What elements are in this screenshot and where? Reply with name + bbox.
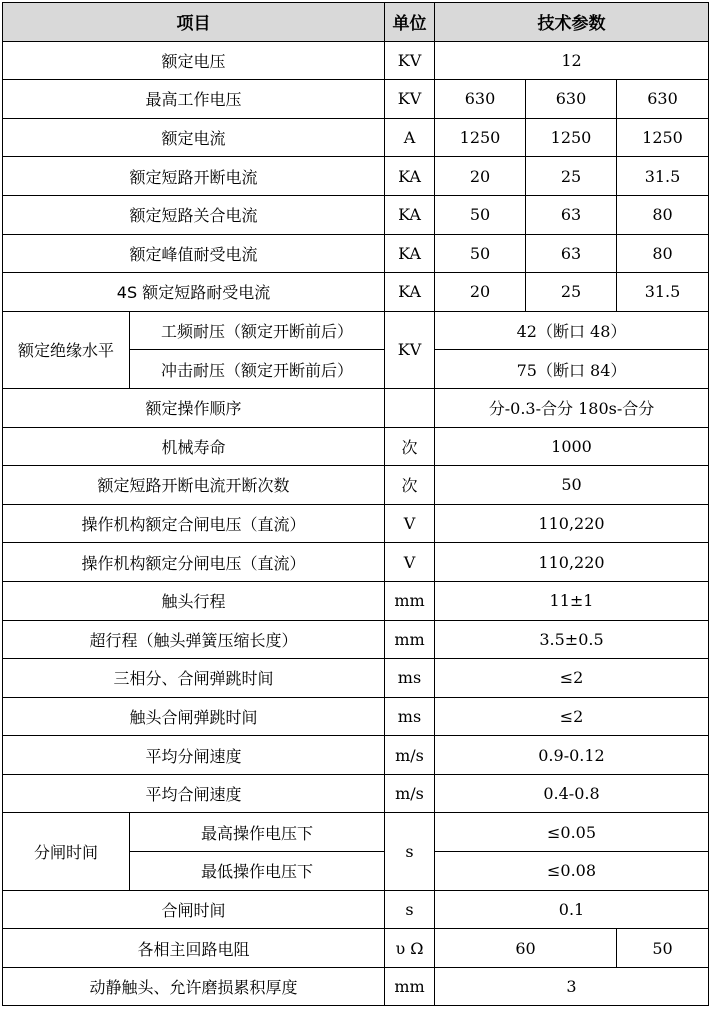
row-label: 工频耐压（额定开断前后） — [130, 311, 385, 350]
row-value: 11±1 — [435, 581, 709, 620]
row-unit: mm — [385, 620, 435, 659]
row-label: 平均分闸速度 — [3, 736, 385, 775]
row-unit: V — [385, 543, 435, 582]
header-row — [3, 3, 709, 42]
table-row — [3, 427, 709, 466]
table-row — [3, 157, 709, 196]
row-label: 最高操作电压下 — [130, 813, 385, 852]
row-value: 75（断口 84） — [435, 350, 709, 389]
row-value: 110,220 — [435, 504, 709, 543]
row-unit: s — [385, 890, 435, 929]
row-label: 额定峰值耐受电流 — [3, 234, 385, 273]
opening-group-label: 分闸时间 — [3, 813, 130, 890]
row-label: 机械寿命 — [3, 427, 385, 466]
row-unit: KV — [385, 80, 435, 119]
row-unit: s — [385, 813, 435, 890]
table-row — [3, 234, 709, 273]
table-row — [3, 581, 709, 620]
row-unit: ms — [385, 659, 435, 698]
row-value: 0.1 — [435, 890, 709, 929]
table-row — [3, 774, 709, 813]
row-unit: 次 — [385, 427, 435, 466]
row-unit: KA — [385, 273, 435, 312]
row-label: 操作机构额定分闸电压（直流） — [3, 543, 385, 582]
row-unit — [385, 388, 435, 427]
row-value: ≤0.05 — [435, 813, 709, 852]
table-row — [3, 195, 709, 234]
row-unit: KA — [385, 157, 435, 196]
row-unit: m/s — [385, 774, 435, 813]
table-row — [3, 504, 709, 543]
row-label: 触头行程 — [3, 581, 385, 620]
row-value: 50 — [435, 466, 709, 505]
row-label: 各相主回路电阻 — [3, 929, 385, 968]
row-unit: KV — [385, 41, 435, 80]
row-value: 1250 — [526, 118, 617, 157]
row-label: 动静触头、允许磨损累积厚度 — [3, 967, 385, 1006]
row-unit: KA — [385, 195, 435, 234]
row-value: 1250 — [435, 118, 526, 157]
row-label: 触头合闸弹跳时间 — [3, 697, 385, 736]
table-row — [3, 659, 709, 698]
row-label: 额定电流 — [3, 118, 385, 157]
row-unit: mm — [385, 581, 435, 620]
spec-table — [2, 2, 709, 1006]
row-value: 3.5±0.5 — [435, 620, 709, 659]
row-value: 25 — [526, 157, 617, 196]
row-label: 4S 额定短路耐受电流 — [3, 273, 385, 312]
row-value: ≤2 — [435, 697, 709, 736]
row-value: 42（断口 48） — [435, 311, 709, 350]
header-item: 项目 — [3, 3, 385, 42]
row-label: 平均合闸速度 — [3, 774, 385, 813]
row-value: 1000 — [435, 427, 709, 466]
row-value: 3 — [435, 967, 709, 1006]
table-row — [3, 813, 709, 852]
row-value: 20 — [435, 157, 526, 196]
row-label: 额定短路关合电流 — [3, 195, 385, 234]
row-unit: υ Ω — [385, 929, 435, 968]
row-unit: KA — [385, 234, 435, 273]
table-row — [3, 543, 709, 582]
table-row — [3, 890, 709, 929]
row-value: 630 — [526, 80, 617, 119]
row-value: 50 — [435, 195, 526, 234]
row-unit: V — [385, 504, 435, 543]
row-value: 63 — [526, 234, 617, 273]
insulation-group-label: 额定绝缘水平 — [3, 311, 130, 388]
row-value: 50 — [617, 929, 709, 968]
row-value: ≤0.08 — [435, 852, 709, 891]
row-label: 最低操作电压下 — [130, 852, 385, 891]
row-value: 63 — [526, 195, 617, 234]
row-value: 60 — [435, 929, 617, 968]
table-row — [3, 466, 709, 505]
row-value: 80 — [617, 195, 709, 234]
row-value: 50 — [435, 234, 526, 273]
header-params: 技术参数 — [435, 3, 709, 42]
row-value: 31.5 — [617, 273, 709, 312]
row-value: ≤2 — [435, 659, 709, 698]
row-label: 额定操作顺序 — [3, 388, 385, 427]
row-value: 630 — [435, 80, 526, 119]
row-value: 0.9-0.12 — [435, 736, 709, 775]
table-row — [3, 80, 709, 119]
row-unit: A — [385, 118, 435, 157]
row-unit: ms — [385, 697, 435, 736]
table-row — [3, 736, 709, 775]
row-label: 操作机构额定合闸电压（直流） — [3, 504, 385, 543]
row-value: 80 — [617, 234, 709, 273]
table-row — [3, 620, 709, 659]
table-row — [3, 273, 709, 312]
row-label: 额定短路开断电流 — [3, 157, 385, 196]
row-value: 31.5 — [617, 157, 709, 196]
row-unit: KV — [385, 311, 435, 388]
row-value: 12 — [435, 41, 709, 80]
table-row — [3, 929, 709, 968]
row-value: 25 — [526, 273, 617, 312]
table-row — [3, 311, 709, 350]
row-unit: mm — [385, 967, 435, 1006]
row-value: 0.4-0.8 — [435, 774, 709, 813]
table-row — [3, 118, 709, 157]
row-unit: m/s — [385, 736, 435, 775]
row-label: 额定电压 — [3, 41, 385, 80]
row-label: 超行程（触头弹簧压缩长度） — [3, 620, 385, 659]
header-unit: 单位 — [385, 3, 435, 42]
row-label: 冲击耐压（额定开断前后） — [130, 350, 385, 389]
row-label: 最高工作电压 — [3, 80, 385, 119]
row-label: 三相分、合闸弹跳时间 — [3, 659, 385, 698]
table-row — [3, 697, 709, 736]
row-unit: 次 — [385, 466, 435, 505]
row-label: 额定短路开断电流开断次数 — [3, 466, 385, 505]
row-value: 1250 — [617, 118, 709, 157]
row-value: 分-0.3-合分 180s-合分 — [435, 388, 709, 427]
table-row — [3, 388, 709, 427]
table-row — [3, 967, 709, 1006]
row-value: 110,220 — [435, 543, 709, 582]
row-label: 合闸时间 — [3, 890, 385, 929]
table-row — [3, 41, 709, 80]
row-value: 20 — [435, 273, 526, 312]
row-value: 630 — [617, 80, 709, 119]
